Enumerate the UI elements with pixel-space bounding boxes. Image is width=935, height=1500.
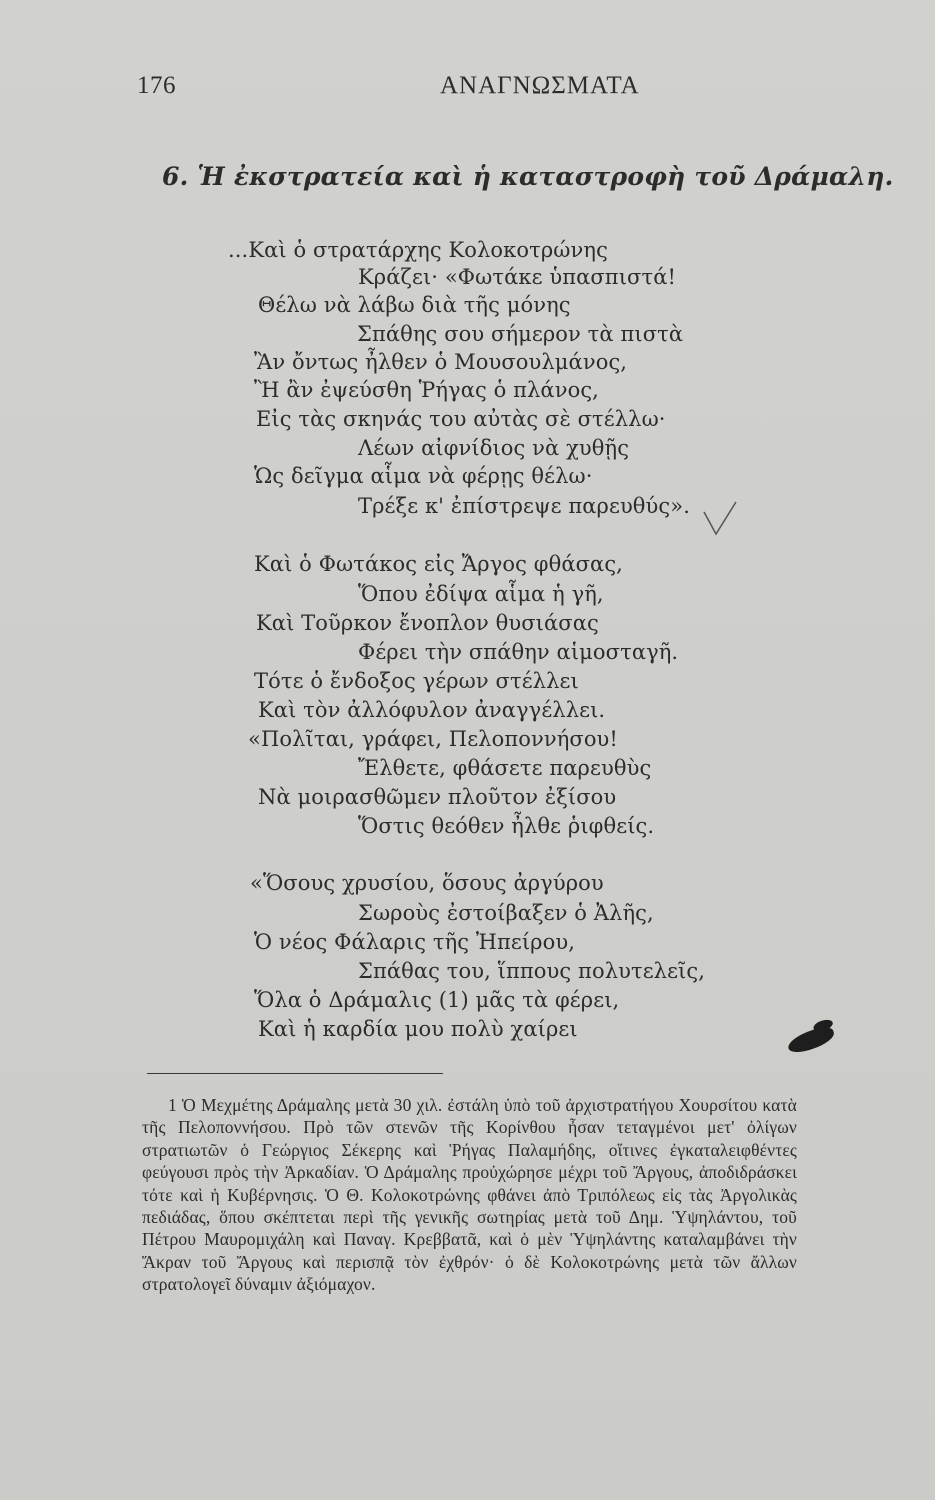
ink-blot [785, 1024, 836, 1056]
verse-line: Ὁ νέος Φάλαρις τῆς Ἠπείρου, [254, 930, 575, 954]
verse-line: Σπάθης σου σήμερον τὰ πιστὰ [357, 322, 684, 346]
verse-line: Ὅλα ὁ Δράμαλις (1) μᾶς τὰ φέρει, [254, 988, 620, 1012]
verse-line: Σωροὺς ἐστοίβαξεν ὁ Ἀλῆς, [358, 901, 654, 925]
verse-line: Ἢ ἂν ἐψεύσθη Ῥήγας ὁ πλάνος, [254, 378, 599, 402]
page-number: 176 [137, 72, 176, 99]
verse-line: Θέλω νὰ λάβω διὰ τῆς μόνης [258, 293, 571, 317]
verse-line: Τότε ὁ ἔνδοξος γέρων στέλλει [254, 669, 579, 693]
verse-line: Καὶ τὸν ἀλλόφυλον ἀναγγέλλει. [258, 698, 606, 722]
verse-line: Νὰ μοιρασθῶμεν πλοῦτον ἐξίσου [258, 785, 617, 809]
verse-line: ...Καὶ ὁ στρατάρχης Κολοκοτρώνης [228, 238, 608, 262]
verse-line: Ἔλθετε, φθάσετε παρευθὺς [358, 756, 652, 780]
footnote-separator [147, 1073, 443, 1074]
verse-line: Ἂν ὄντως ἦλθεν ὁ Μουσουλμάνος, [254, 350, 628, 374]
verse-line: Τρέξε κ' ἐπίστρεψε παρευθύς». [358, 494, 690, 518]
running-title: ΑΝΑΓΝΩΣΜΑΤΑ [440, 72, 640, 99]
verse-line: Καὶ ὁ Φωτάκος εἰς Ἄργος φθάσας, [254, 552, 623, 576]
verse-line: Σπάθας του, ἵππους πολυτελεῖς, [358, 959, 706, 983]
verse-line: «Πολῖται, γράφει, Πελοποννήσου! [248, 727, 618, 751]
verse-line: Ὅπου ἐδίψα αἷμα ἡ γῆ, [358, 582, 604, 606]
footnote: 1 Ὁ Μεχμέτης Δράμαλης μετὰ 30 χιλ. ἐστάλη ὑπὸ τοῦ ἀρχιστρατήγου Χουρσίτου κατὰ τῆς Πελοποννήσου. Πρὸ τῶν στενῶν τῆς Κορίνθου ἦσαν τεταγμένοι μετ' ὀλίγων στρατιωτῶν ὁ Γεώργιος Σέκερης καὶ Ῥήγας Παλαμήδης, οἵτινες ἐγκαταλειφθέντες φεύγουσι πρὸς τὴν Ἀρκαδίαν. Ὁ Δράμαλης προὐχώρησε μέχρι τοῦ Ἄργους, ἀποδιδράσκει τότε καὶ ἡ Κυβέρνησις. Ὁ Θ. Κολοκοτρώνης φθάνει ἀπὸ Τριπόλεως εἰς τὰς Ἀργολικὰς πεδιάδας, ὅπου σκέπτεται περὶ τῆς γενικῆς σωτηρίας μετὰ τοῦ Δημ. Ὑψηλάντου, τοῦ Πέτρου Μαυρομιχάλη καὶ Παναγ. Κρεββατᾶ, καὶ ὁ μὲν Ὑψηλάντης καταλαμβάνει τὴν Ἄκραν τοῦ Ἄργους καὶ περισπᾷ τὸν ἐχθρόν· ὁ δὲ Κολοκοτρώνης μετὰ τῶν ἄλλων στρατολογεῖ δύναμιν ἀξιόμαχον. [142, 1095, 797, 1295]
verse-line: Ὡς δεῖγμα αἷμα νὰ φέρῃς θέλω· [254, 464, 593, 488]
verse-line: Φέρει τὴν σπάθην αἱμοσταγῆ. [358, 640, 679, 664]
pencil-checkmark [700, 500, 740, 540]
verse-line: Κράζει· «Φωτάκε ὑπασπιστά! [358, 265, 677, 289]
verse-line: Λέων αἰφνίδιος νὰ χυθῇς [358, 436, 630, 460]
verse-line: Εἰς τὰς σκηνάς του αὐτὰς σὲ στέλλω· [256, 407, 666, 431]
verse-line: Καὶ ἡ καρδία μου πολὺ χαίρει [258, 1017, 578, 1041]
verse-line: Καὶ Τοῦρκον ἔνοπλον θυσιάσας [256, 611, 599, 635]
verse-line: Ὅστις θεόθεν ἦλθε ῥιφθείς. [358, 814, 655, 838]
verse-line: «Ὅσους χρυσίου, ὅσους ἀργύρου [250, 871, 604, 895]
section-heading: 6. Ἡ ἐκστρατεία καὶ ἡ καταστροφὴ τοῦ Δράμαλη. [162, 162, 894, 191]
